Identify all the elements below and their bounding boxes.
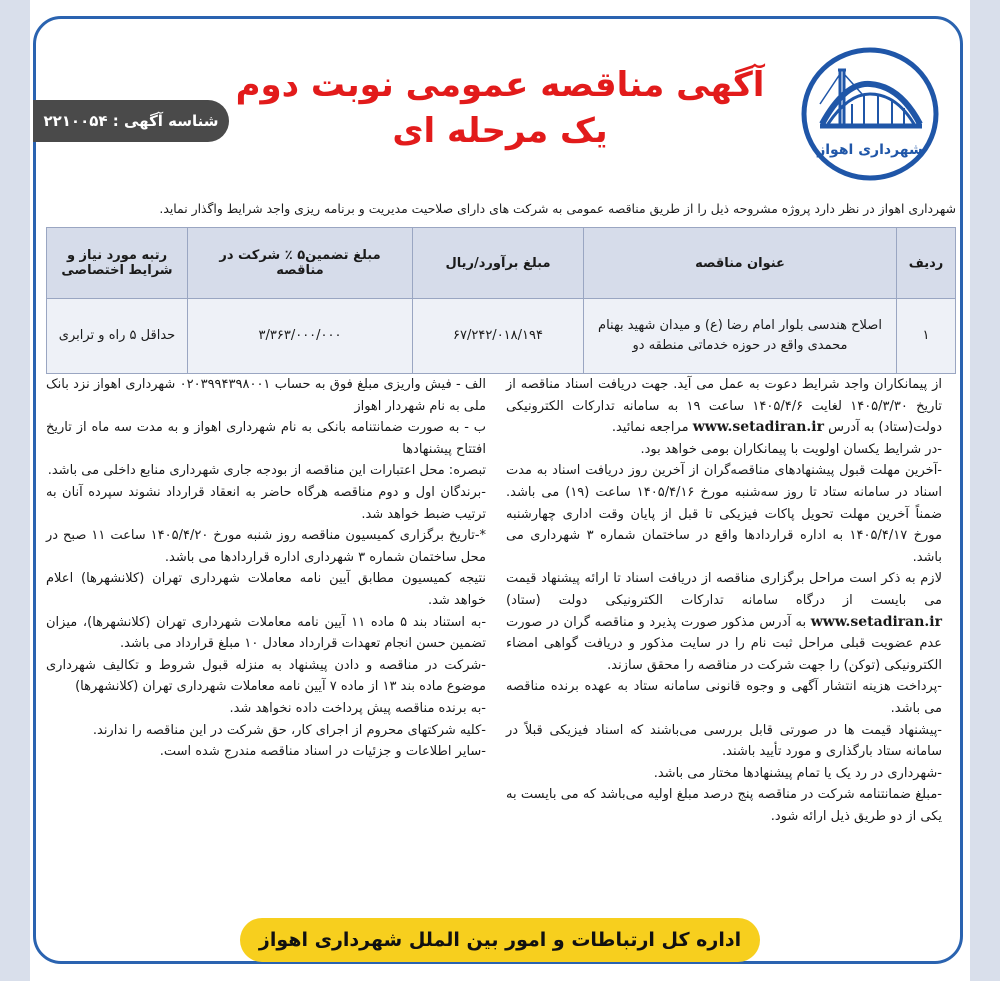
cell-tender-title: اصلاح هندسی بلوار امام رضا (ع) و میدان شهید بهنام محمدی واقع در حوزه خدماتی منطقه دو [584, 299, 897, 374]
cell-rank: حداقل ۵ راه و ترابری [47, 299, 188, 374]
paragraph-process [506, 568, 942, 676]
tender-table [46, 227, 956, 374]
setadiran-link-1[interactable]: www.setadiran.ir [692, 419, 824, 436]
paragraph-winners: -برندگان اول و دوم مناقصه هرگاه حاضر به انعقاد قرارداد نشوند سپرده آنان به ترتیب ضبط خواهد شد. [46, 484, 486, 522]
title-block [230, 62, 770, 154]
paragraph-result: نتیجه کمیسیون مطابق آیین نامه معاملات شهرداری تهران (کلانشهرها) اعلام خواهد شد. [46, 571, 486, 608]
cell-row-number: ۱ [897, 299, 956, 374]
notice-subtitle: یک مرحله ای [392, 111, 608, 151]
paragraph-local-priority: -در شرایط یکسان اولویت با پیمانکاران بومی خواهد بود. [640, 441, 942, 457]
header-tender-title: عنوان مناقصه [584, 228, 897, 299]
text-invitation: از پیمانکاران واجد شرایط دعوت به عمل می آید. جهت دریافت اسناد مناقصه از تاریخ ۱۴۰۵/۳/۳۰ لغایت ۱۴۰۵/۴/۶ ساعت ۱۹ به سامانه تدارکات الکترونیکی دولت(ستاد) به آدرس [506, 377, 943, 436]
notice-title: آگهی مناقصه عمومی نوبت دوم [235, 65, 765, 105]
paragraph-rejection: -شهرداری در رد یک یا تمام پیشنهادها مختار می باشد. [653, 765, 942, 781]
intro-paragraph: شهرداری اهواز در نظر دارد پروژه مشروحه ذیل را از طریق مناقصه عمومی به شرکت های دارای صلاحیت مدیریت و برنامه ریزی واجد شرایط واگذار نماید. [159, 201, 956, 216]
logo-caption: شهرداری اهواز [817, 142, 923, 158]
ahvaz-municipality-logo [800, 44, 940, 184]
paragraph-acceptance: -شرکت در مناقصه و دادن پیشنهاد به منزله قبول شروط و تکالیف شهرداری موضوع ماده بند ۱۳ از ماده ۷ آیین نامه معاملات شهرداری تهران (کلانشهرها) [46, 657, 486, 695]
paragraph-bank-guarantee: ب - به صورت ضمانتنامه بانکی به نام شهرداری اهواز و به مدت سه ماه از تاریخ افتتاح پیشنهادها [46, 420, 486, 457]
paragraph-commission-date: *-تاریخ برگزاری کمیسیون مناقصه روز شنبه مورخ ۱۴۰۵/۴/۲۰ ساعت ۱۱ صبح در محل ساختمان شماره ۳ شهرداری اداره قراردادها می باشد. [46, 528, 487, 565]
notice-id-badge: شناسه آگهی : ۲۲۱۰۰۵۴ [33, 100, 229, 142]
text-process: لازم به ذکر است مراحل برگزاری مناقصه از دریافت اسناد تا ارائه پیشنهاد قیمت می بایست از درگاه سامانه تدارکات الکترونیکی دولت (ستاد) [506, 571, 942, 608]
footer-banner: اداره کل ارتباطات و امور بین الملل شهرداری اهواز [240, 918, 760, 962]
paragraph-details: -سایر اطلاعات و جزئیات در اسناد مناقصه مندرج شده است. [159, 744, 486, 760]
paragraph-invitation [506, 374, 942, 439]
paragraph-no-prepayment: -به برنده مناقصه پیش پرداخت داده نخواهد شد. [229, 700, 486, 716]
header-estimate: مبلغ برآورد/ریال [413, 228, 584, 299]
header-row-number: ردیف [897, 228, 956, 299]
paragraph-performance-bond: -به استناد بند ۵ ماده ۱۱ آیین نامه معاملات شهرداری تهران (کلانشهرها)، میزان تضمین حسن انجام تعهدات قرارداد معادل ۱۰ مبلغ قرارداد می باشد. [46, 614, 487, 652]
text-registration: به آدرس مذکور صورت پذیرد و مناقصه گران در صورت عدم عضویت قبلی مراحل ثبت نام را در سایت مذکور و دریافت گواهی امضاء الکترونیکی (توکن) را جهت شرکت در مناقصه را محقق سازند. [506, 614, 942, 673]
setadiran-link-2[interactable]: www.setadiran.ir [810, 613, 942, 630]
left-side-strip [0, 0, 30, 981]
text-refer: مراجعه نمائید. [611, 420, 689, 436]
cell-estimate: ۶۷/۲۴۲/۰۱۸/۱۹۴ [413, 299, 584, 374]
table-row [47, 299, 956, 374]
paragraph-deposit: الف - فیش واریزی مبلغ فوق به حساب ۰۲۰۳۹۹۴۳۹۸۰۰۱ شهرداری اهواز نزد بانک ملی به نام شهردار اهواز [46, 377, 486, 414]
header-guarantee: مبلغ تضمین۵ ٪ شرکت در مناقصه [188, 228, 413, 299]
paragraph-banned: -کلیه شرکتهای محروم از اجرای کار، حق شرکت در این مناقصه را ندارند. [92, 722, 486, 738]
right-side-strip [970, 0, 1000, 981]
cell-guarantee: ۳/۳۶۳/۰۰۰/۰۰۰ [188, 299, 413, 374]
paragraph-deadline: -آخرین مهلت قبول پیشنهادهای مناقصه‌گران از آخرین روز دریافت اسناد به مدت اسناد در سامانه ستاد تا روز سه‌شنبه مورخ ۱۴۰۵/۴/۱۶ ساعت (۱۹) می باشد. ضمناً آخرین مهلت تحویل پاکات فیزیکی تا قبل از پایان وقت اداری چهارشنبه مورخ ۱۴۰۵/۴/۱۷ به اداره قراردادها واقع در ساختمان شماره ۳ شهرداری می باشد. [506, 463, 942, 565]
right-text-column [506, 374, 942, 827]
paragraph-guarantee: -مبلغ ضمانتنامه شرکت در مناقصه پنج درصد مبلغ اولیه می‌باشد که می بایست به یکی از دو طریق ذیل ارائه شود. [506, 787, 942, 824]
paragraph-note: تبصره: محل اعتبارات این مناقصه از بودجه جاری شهرداری منابع داخلی می باشد. [47, 463, 486, 479]
left-text-column [46, 374, 486, 763]
table-header-row [47, 228, 956, 299]
paragraph-review: -پیشنهاد قیمت ها در صورتی قابل بررسی می‌باشند که اسناد فیزیکی قبلاً در سامانه ستاد بارگذاری و مورد تأیید باشند. [506, 722, 942, 760]
paragraph-costs: -پرداخت هزینه انتشار آگهی و وجوه قانونی سامانه ستاد به عهده برنده مناقصه می باشد. [506, 679, 942, 716]
header-rank: رتبه مورد نیاز و شرایط اختصاصی [47, 228, 188, 299]
